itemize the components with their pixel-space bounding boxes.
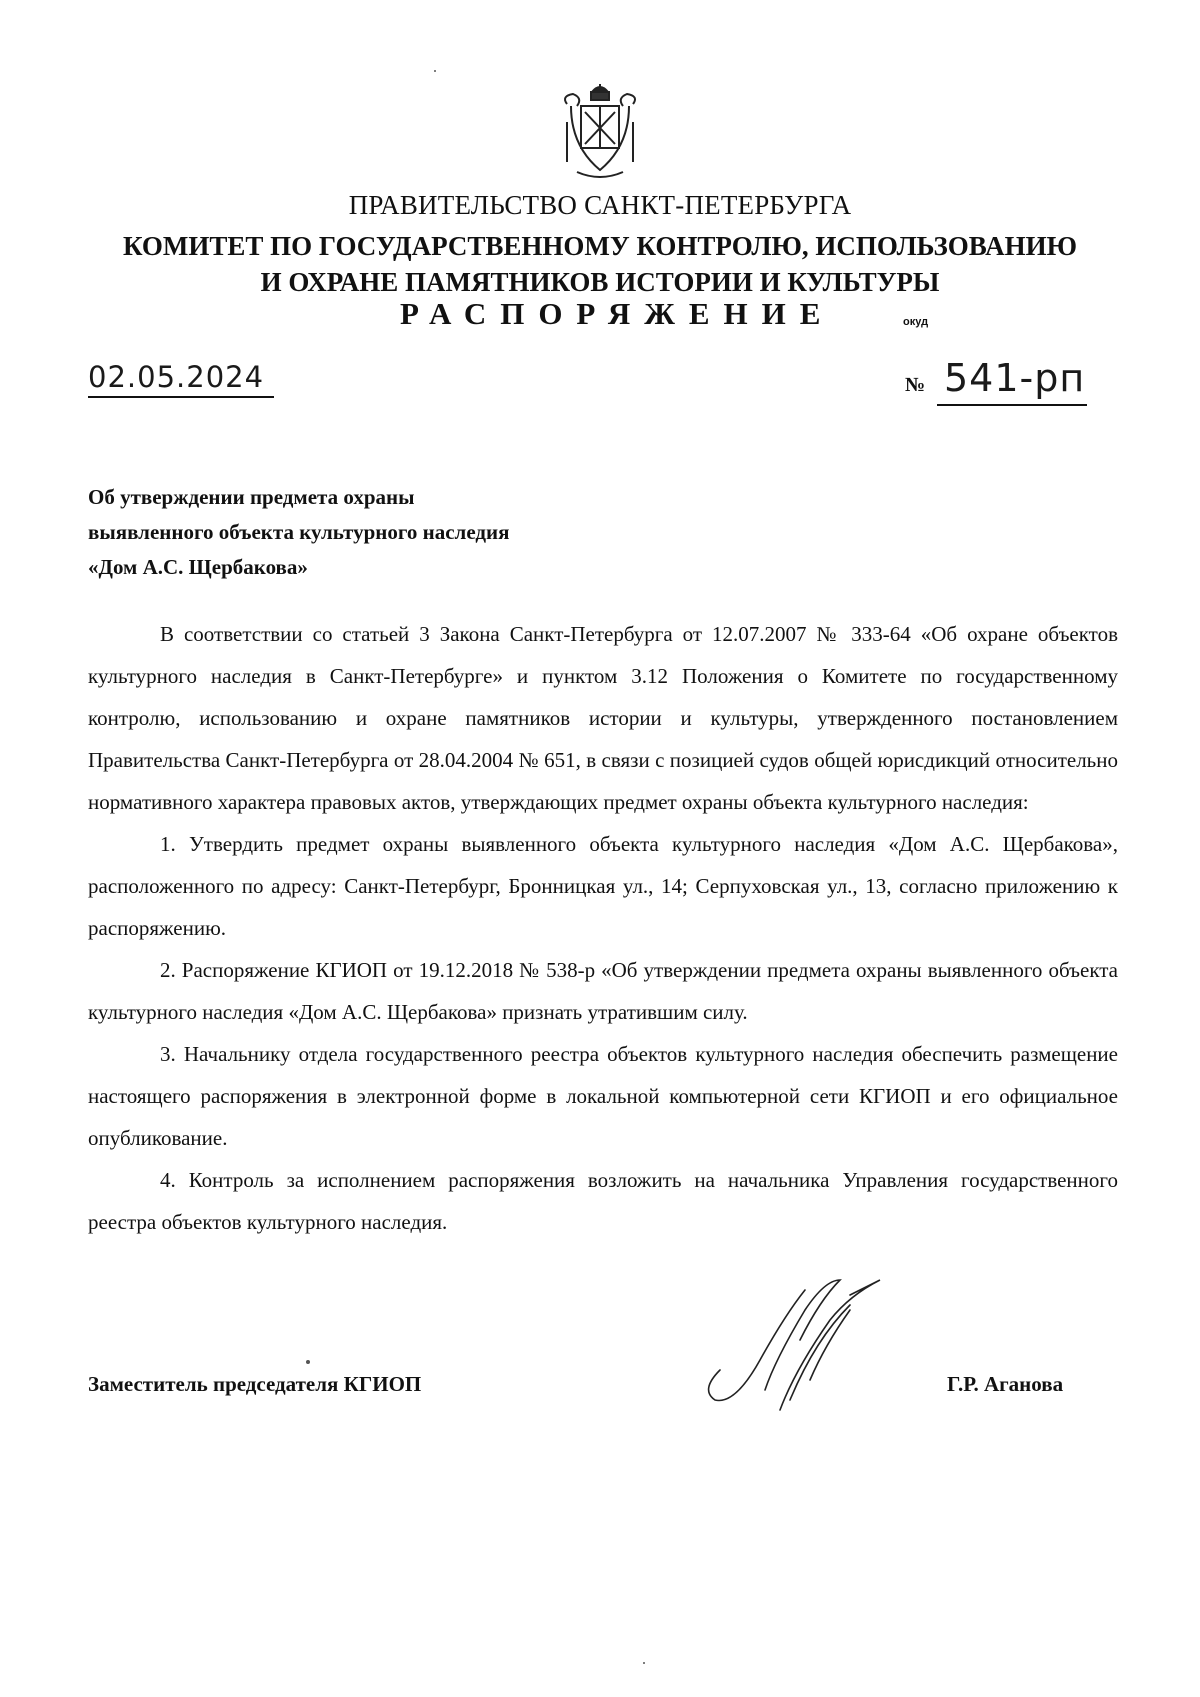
committee-name-line2: И ОХРАНЕ ПАМЯТНИКОВ ИСТОРИИ И КУЛЬТУРЫ [260, 267, 940, 297]
order-item-4: 4. Контроль за исполнением распоряжения возложить на начальника Управления государственного реестра объектов культурного наследия. [88, 1168, 1118, 1234]
number-sign: № [905, 374, 926, 396]
signature-icon [670, 1270, 900, 1420]
subject-line3: «Дом А.С. Щербакова» [88, 555, 308, 579]
government-name: ПРАВИТЕЛЬСТВО САНКТ-ПЕТЕРБУРГА [348, 190, 852, 220]
okud-label: окуд [903, 316, 929, 328]
order-item-3: 3. Начальнику отдела государственного реестра объектов культурного наследия обеспечить размещение настоящего распоряжения в электронной форме в локальной компьютерной сети КГИОП и его официальное опубликование. [88, 1042, 1118, 1150]
coat-of-arms-icon [557, 82, 643, 182]
document-number: 541-рп [944, 356, 1086, 400]
scan-speck [306, 1360, 310, 1364]
document-date: 02.05.2024 [88, 358, 274, 398]
order-item-1: 1. Утвердить предмет охраны выявленного объекта культурного наследия «Дом А.С. Щербакова», расположенного по адресу: Санкт-Петербург, Бронницкая ул., 14; Серпуховская ул., 13, согласно приложению к распоряжению. [88, 832, 1118, 940]
scan-speck [643, 1662, 645, 1664]
number-underline [937, 404, 1087, 406]
document-body [88, 613, 1118, 1243]
document-subject [88, 480, 788, 585]
preamble-paragraph: В соответствии со статьей 3 Закона Санкт-Петербурга от 12.07.2007 № 333-64 «Об охране объектов культурного наследия в Санкт-Петербурге» и пунктом 3.12 Положения о Комитете по государственному контролю, использованию и охране памятников истории и культуры, утвержденного постановлением Правительства Санкт-Петербурга от 28.04.2004 № 651, в связи с позицией судов общей юрисдикций относительно нормативного характера правовых актов, утверждающих предмет охраны объекта культурного наследия: [88, 622, 1118, 814]
subject-line1: Об утверждении предмета охраны [88, 485, 415, 509]
document-type: РАСПОРЯЖЕНИЕ [400, 296, 835, 331]
committee-name-line1: КОМИТЕТ ПО ГОСУДАРСТВЕННОМУ КОНТРОЛЮ, ИСПОЛЬЗОВАНИЮ [123, 231, 1077, 261]
subject-line2: выявленного объекта культурного наследия [88, 520, 510, 544]
signer-title: Заместитель председателя КГИОП [88, 1372, 422, 1396]
signer-name: Г.Р. Аганова [947, 1372, 1064, 1396]
committee-name [0, 228, 1200, 300]
order-item-2: 2. Распоряжение КГИОП от 19.12.2018 № 538-р «Об утверждении предмета охраны выявленного объекта культурного наследия «Дом А.С. Щербакова» признать утратившим силу. [88, 958, 1118, 1024]
scan-speck [434, 70, 436, 72]
